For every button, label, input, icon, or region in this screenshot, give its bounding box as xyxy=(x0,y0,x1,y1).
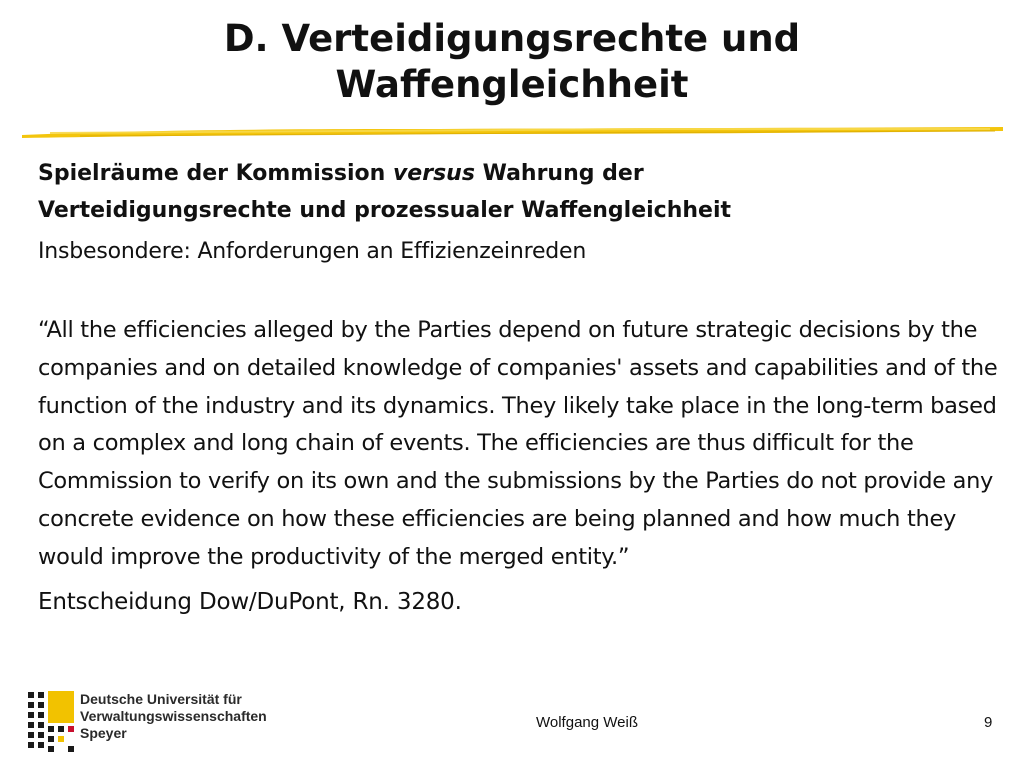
citation: Entscheidung Dow/DuPont, Rn. 3280. xyxy=(38,588,462,615)
subtitle-part-2: Wahrung der xyxy=(474,161,644,186)
slide-title xyxy=(0,16,1024,108)
quote-paragraph: “All the efficiencies alleged by the Parties depend on future strategic decisions by the companies and on detailed knowledge of companies' assets and capabilities and of the function of the industry and its dynamics. They likely take place in the long-term based on a complex and long chain of events. The efficiencies are thus difficult for the Commission to verify on its own and the submissions by the Parties do not provide any concrete evidence on how these efficiencies are being planned and how much they would improve the productivity of the merged entity.” xyxy=(38,317,998,570)
footer-author: Wolfgang Weiß xyxy=(536,714,638,731)
title-underline-brushstroke xyxy=(20,122,1005,140)
slide-title-line-2: Waffengleichheit xyxy=(335,63,689,106)
subtitle-emphasis: versus xyxy=(392,161,475,186)
slide-title-line-1: D. Verteidigungsrechte und xyxy=(223,17,801,60)
subtitle-part-1: Spielräume der Kommission xyxy=(38,161,393,186)
slide-body xyxy=(38,155,998,620)
university-logo-mark xyxy=(26,690,78,754)
university-logo xyxy=(26,690,267,760)
slide-subtitle xyxy=(38,155,998,229)
logo-text-line-2: Verwaltungswissenschaften xyxy=(80,708,267,724)
subtitle-line-2: Verteidigungsrechte und prozessualer Waffengleichheit xyxy=(38,198,732,223)
logo-text-line-3: Speyer xyxy=(80,725,127,741)
logo-text-line-1: Deutsche Universität für xyxy=(80,691,242,707)
university-logo-text xyxy=(80,691,267,742)
slide-note: Insbesondere: Anforderungen an Effizienzeinreden xyxy=(38,239,587,264)
page-number: 9 xyxy=(984,714,993,731)
